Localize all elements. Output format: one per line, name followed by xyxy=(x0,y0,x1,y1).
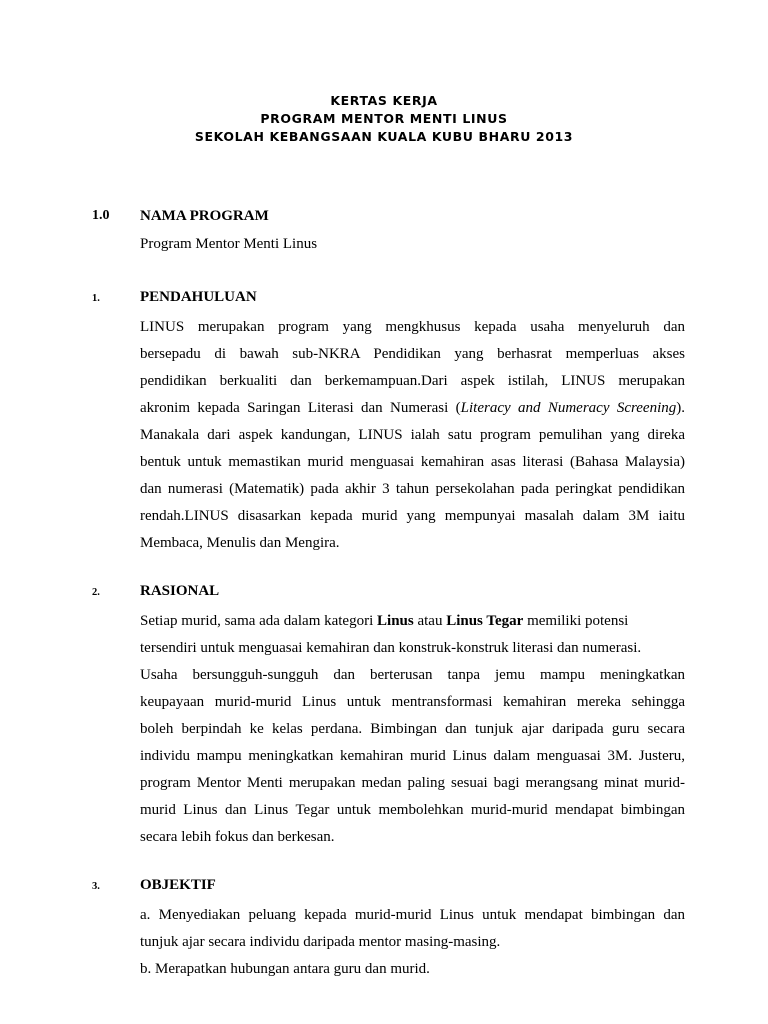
body-line: dan numerasi (Matematik) pada akhir 3 tahun persekolahan pada peringkat pendidikan xyxy=(140,481,685,497)
body-line: bersepadu di bawah sub-NKRA Pendidikan yang berhasrat memperluas akses xyxy=(140,346,685,362)
body-line: Usaha bersungguh-sungguh dan berterusan tanpa jemu mampu meningkatkan xyxy=(140,667,685,683)
body-line: Membaca, Menulis dan Mengira. xyxy=(140,535,340,551)
section-title: OBJEKTIF xyxy=(140,877,216,893)
header-line-3: SEKOLAH KEBANGSAAN KUALA KUBU BHARU 2013 xyxy=(194,129,574,144)
text-span: akronim kepada Saringan Literasi dan Numerasi ( xyxy=(140,400,461,416)
body-line: program Mentor Menti merupakan medan paling sesuai bagi merangsang minat murid- xyxy=(140,775,685,791)
body-line: boleh berpindah ke kelas perdana. Bimbingan dan tunjuk ajar daripada guru secara xyxy=(140,721,685,737)
text-span: ). xyxy=(676,400,685,416)
body-line: tunjuk ajar secara individu daripada mentor masing-masing. xyxy=(140,934,501,950)
text-span: Setiap murid, sama ada dalam kategori xyxy=(140,613,378,629)
document-header xyxy=(0,92,768,146)
section-body xyxy=(140,902,685,983)
section-title: RASIONAL xyxy=(140,583,220,599)
section-body xyxy=(140,608,685,851)
text-span: memiliki potensi xyxy=(523,613,629,629)
section-title: PENDAHULUAN xyxy=(140,289,257,305)
section-body xyxy=(140,231,685,258)
section-number: 1. xyxy=(92,293,100,304)
bold-term: Linus Tegar xyxy=(446,613,524,629)
body-line xyxy=(140,395,685,422)
body-line: murid Linus dan Linus Tegar untuk membolehkan murid-murid mendapat bimbingan xyxy=(140,802,685,818)
body-line: Manakala dari aspek kandungan, LINUS ialah satu program pemulihan yang direka xyxy=(140,427,685,443)
body-line: Program Mentor Menti Linus xyxy=(140,236,318,252)
body-line: rendah.LINUS disasarkan kepada murid yang mempunyai masalah dalam 3M iaitu xyxy=(140,508,685,524)
body-line: pendidikan berkualiti dan berkemampuan.Dari aspek istilah, LINUS merupakan xyxy=(140,373,685,389)
section-number: 1.0 xyxy=(92,208,110,223)
body-line: keupayaan murid-murid Linus untuk mentransformasi kemahiran mereka sehingga xyxy=(140,694,685,710)
header-line-2: PROGRAM MENTOR MENTI LINUS xyxy=(260,111,508,126)
body-line: tersendiri untuk menguasai kemahiran dan konstruk-konstruk literasi dan numerasi. xyxy=(140,640,642,656)
body-line: b. Merapatkan hubungan antara guru dan murid. xyxy=(140,961,430,977)
text-span: atau xyxy=(413,613,447,629)
section-body xyxy=(140,314,685,557)
body-line xyxy=(140,608,685,635)
header-line-1: KERTAS KERJA xyxy=(330,93,438,108)
bold-term: Linus xyxy=(377,613,414,629)
body-line: bentuk untuk memastikan murid menguasai kemahiran asas literasi (Bahasa Malaysia) xyxy=(140,454,685,470)
section-title: NAMA PROGRAM xyxy=(140,208,269,224)
body-line: individu mampu meningkatkan kemahiran murid Linus dalam menguasai 3M. Justeru, xyxy=(140,748,685,764)
body-line: LINUS merupakan program yang mengkhusus kepada usaha menyeluruh dan xyxy=(140,319,685,335)
body-line: a. Menyediakan peluang kepada murid-murid Linus untuk mendapat bimbingan dan xyxy=(140,907,685,923)
section-number: 2. xyxy=(92,587,100,598)
section-number: 3. xyxy=(92,881,100,892)
italic-term: Literacy and Numeracy Screening xyxy=(460,400,677,416)
body-line: secara lebih fokus dan berkesan. xyxy=(140,829,335,845)
